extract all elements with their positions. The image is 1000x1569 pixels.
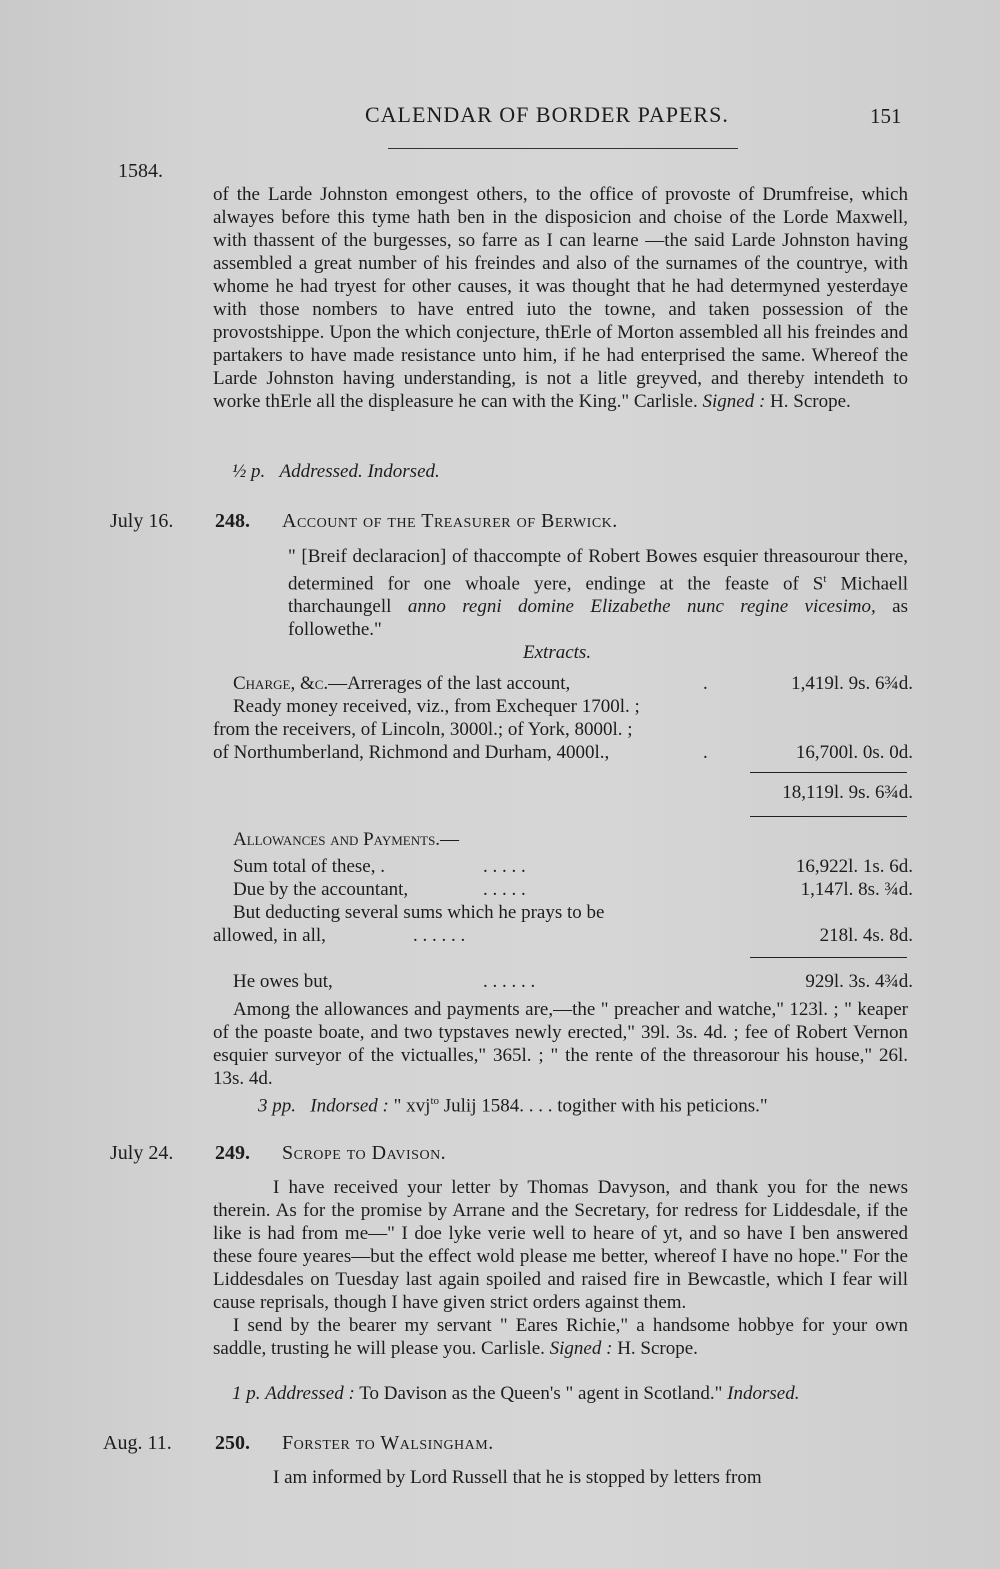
margin-year: 1584.	[118, 160, 163, 182]
charge-row-3	[213, 719, 913, 742]
entry-number-249: 249.	[215, 1142, 250, 1164]
paragraph-text: I am informed by Lord Russell that he is stopped by letters from	[273, 1467, 762, 1488]
charge-label: Ready money received, viz., from Exchequer 1700l. ;	[233, 696, 640, 717]
running-header-title: CALENDAR OF BORDER PAPERS.	[365, 102, 729, 127]
leader-dots: . . . . . .	[413, 925, 466, 946]
quote-text-2: Michaell tharchaungell	[288, 573, 909, 618]
owes-row	[233, 971, 913, 994]
page-count: 3 pp.	[258, 1095, 296, 1117]
leader-dots: . . . . .	[483, 856, 526, 877]
page-count: 1 p.	[232, 1383, 261, 1404]
total-rule	[750, 816, 907, 817]
entry-248-paragraph	[213, 998, 908, 1090]
indorsed-label: Indorsed :	[310, 1095, 389, 1117]
allowance-row-4	[213, 925, 913, 948]
document-meta-249	[232, 1383, 799, 1405]
addressed-label: Addressed :	[265, 1383, 355, 1404]
allowance-label: allowed, in all,	[213, 925, 326, 946]
paragraph-text: I have received your letter by Thomas Davyson, and thank you for the news therein. As for the promise by Arrane and the Secretary, for redress for Liddesdale, if the like is had from me—" I doe lyke verie well to heare of yt, and so have I ben answered these foure yeares—but the effect wold please me better, whereof I have no hope." For the Liddesdales on Tuesday last again spoiled and raised fire in Bewcastle, which I fear will cause reprisals, though I have given strict orders against them.	[213, 1177, 908, 1313]
extracts-label: Extracts.	[523, 642, 592, 663]
sum-rule	[750, 772, 907, 773]
indorsed-label: Indorsed.	[727, 1383, 800, 1404]
charge-row-4	[213, 742, 913, 765]
continued-letter-paragraph	[213, 183, 908, 413]
quote-latin: anno regni domine Elizabethe nunc regine vicesimo,	[407, 596, 876, 618]
owes-label: He owes but,	[233, 971, 333, 992]
indorsement-text: " xvj	[393, 1095, 431, 1117]
entry-248-quote	[288, 545, 908, 641]
charge-heading: Charge, &c.	[233, 673, 329, 694]
paragraph-text: of the Larde Johnston emongest others, to the office of provoste of Drumfreise, which alwayes before this tyme hath ben in the disposicion and choise of the Lorde Maxwell, with thassent of the burgesses, so farre as I can learne —the said Larde Johnston having assembled a great number of his freindes and also of the surnames of the countrye, with whome he had tryest for other causes, it was thought that he had determyned yesterdaye with those nombers to have entred iuto the towne, and taken possession of the provostshippe. Upon the which conjecture, thErle of Morton assembled all his freindes and partakers to have made resistance unto him, if he had enterprised the same. Whereof the Larde Johnston having understanding, is not a litle greyved, and thereby intendeth to worke thErle all the displeasure he can with the King." Carlisle.	[213, 184, 908, 412]
entry-249-letter	[213, 1176, 908, 1360]
document-meta-247	[232, 461, 440, 483]
entry-title-248: Account of the Treasurer of Berwick.	[282, 510, 618, 532]
allowances-heading-row	[233, 829, 913, 852]
allowance-row-3	[233, 902, 913, 925]
allowance-row-1	[233, 856, 913, 879]
owes-rule	[750, 957, 907, 958]
signed-label: Signed :	[702, 391, 766, 412]
document-meta-248	[258, 1095, 768, 1117]
allowances-heading: Allowances and Payments.—	[233, 829, 460, 850]
address-text: To Davison as the Queen's " agent in Scotland."	[354, 1383, 728, 1404]
allowance-label: Due by the accountant,	[233, 879, 409, 900]
entry-date-248: July 16.	[110, 510, 174, 532]
quote-superscript: t	[823, 573, 827, 585]
allowance-row-2	[233, 879, 913, 902]
entry-number-248: 248.	[215, 510, 250, 532]
leader-dots: . . . . .	[483, 879, 526, 900]
charge-dot: .	[703, 673, 708, 694]
charge-total-row	[213, 782, 913, 805]
allowance-amount: 16,922l. 1s. 6d.	[795, 856, 913, 877]
paragraph-text: Among the allowances and payments are,—the " preacher and watche," 123l. ; " keaper of the poaste boate, and two typstaves newly erected," 39l. 3s. 4d. ; fee of Robert Vernon esquier surveyor of the victualles," 365l. ; " the rente of the threasorour his house," 26l. 13s. 4d.	[213, 999, 908, 1089]
charge-dot: .	[703, 742, 708, 763]
quote-text: " [Breif declaracion] of thaccompte of Robert Bowes esquier threasourour there, determined for one whoale yere, endinge at the feaste of S	[288, 546, 908, 595]
paragraph-text: I send by the bearer my servant " Eares Richie," a handsome hobbye for your own saddle, trusting he will please you. Carlisle.	[213, 1315, 908, 1359]
meta-notes: Addressed. Indorsed.	[279, 461, 440, 482]
leader-dots: . . . . . .	[483, 971, 536, 992]
indorsement-rest: Julij 1584. . . . togither with his peticions."	[439, 1095, 768, 1117]
allowance-amount: 218l. 4s. 8d.	[819, 925, 913, 946]
charge-row-2	[233, 696, 913, 719]
allowance-amount: 1,147l. 8s. ¾d.	[800, 879, 913, 900]
charge-amount: 1,419l. 9s. 6¾d.	[791, 673, 913, 694]
charge-label: from the receivers, of Lincoln, 3000l.; of York, 8000l. ;	[213, 719, 633, 740]
entry-title-249: Scrope to Davison.	[282, 1142, 447, 1164]
entry-250-letter	[213, 1466, 908, 1489]
charge-total: 18,119l. 9s. 6¾d.	[782, 782, 913, 803]
charge-label: of Northumberland, Richmond and Durham, 4000l.,	[213, 742, 610, 763]
allowance-label: But deducting several sums which he prays to be	[233, 902, 605, 923]
signer-name: H. Scrope.	[770, 391, 851, 412]
indorsement-superscript: to	[430, 1095, 439, 1107]
allowance-label: Sum total of these, .	[233, 856, 385, 877]
entry-number-250: 250.	[215, 1432, 250, 1454]
signer-name: H. Scrope.	[617, 1338, 698, 1359]
page-number: 151	[870, 104, 902, 128]
entry-date-249: July 24.	[110, 1142, 174, 1164]
charge-row-1	[233, 673, 913, 696]
signed-label: Signed :	[549, 1338, 613, 1359]
page-count: ½ p.	[232, 461, 266, 482]
charge-label: —Arrerages of the last account,	[328, 673, 571, 694]
header-rule	[388, 148, 738, 149]
entry-date-250: Aug. 11.	[103, 1432, 172, 1454]
charge-amount: 16,700l. 0s. 0d.	[795, 742, 913, 763]
owes-amount: 929l. 3s. 4¾d.	[805, 971, 913, 992]
quote-text-3: as followethe."	[288, 596, 908, 641]
paragraph-2	[213, 1314, 908, 1360]
entry-title-250: Forster to Walsingham.	[282, 1432, 494, 1454]
